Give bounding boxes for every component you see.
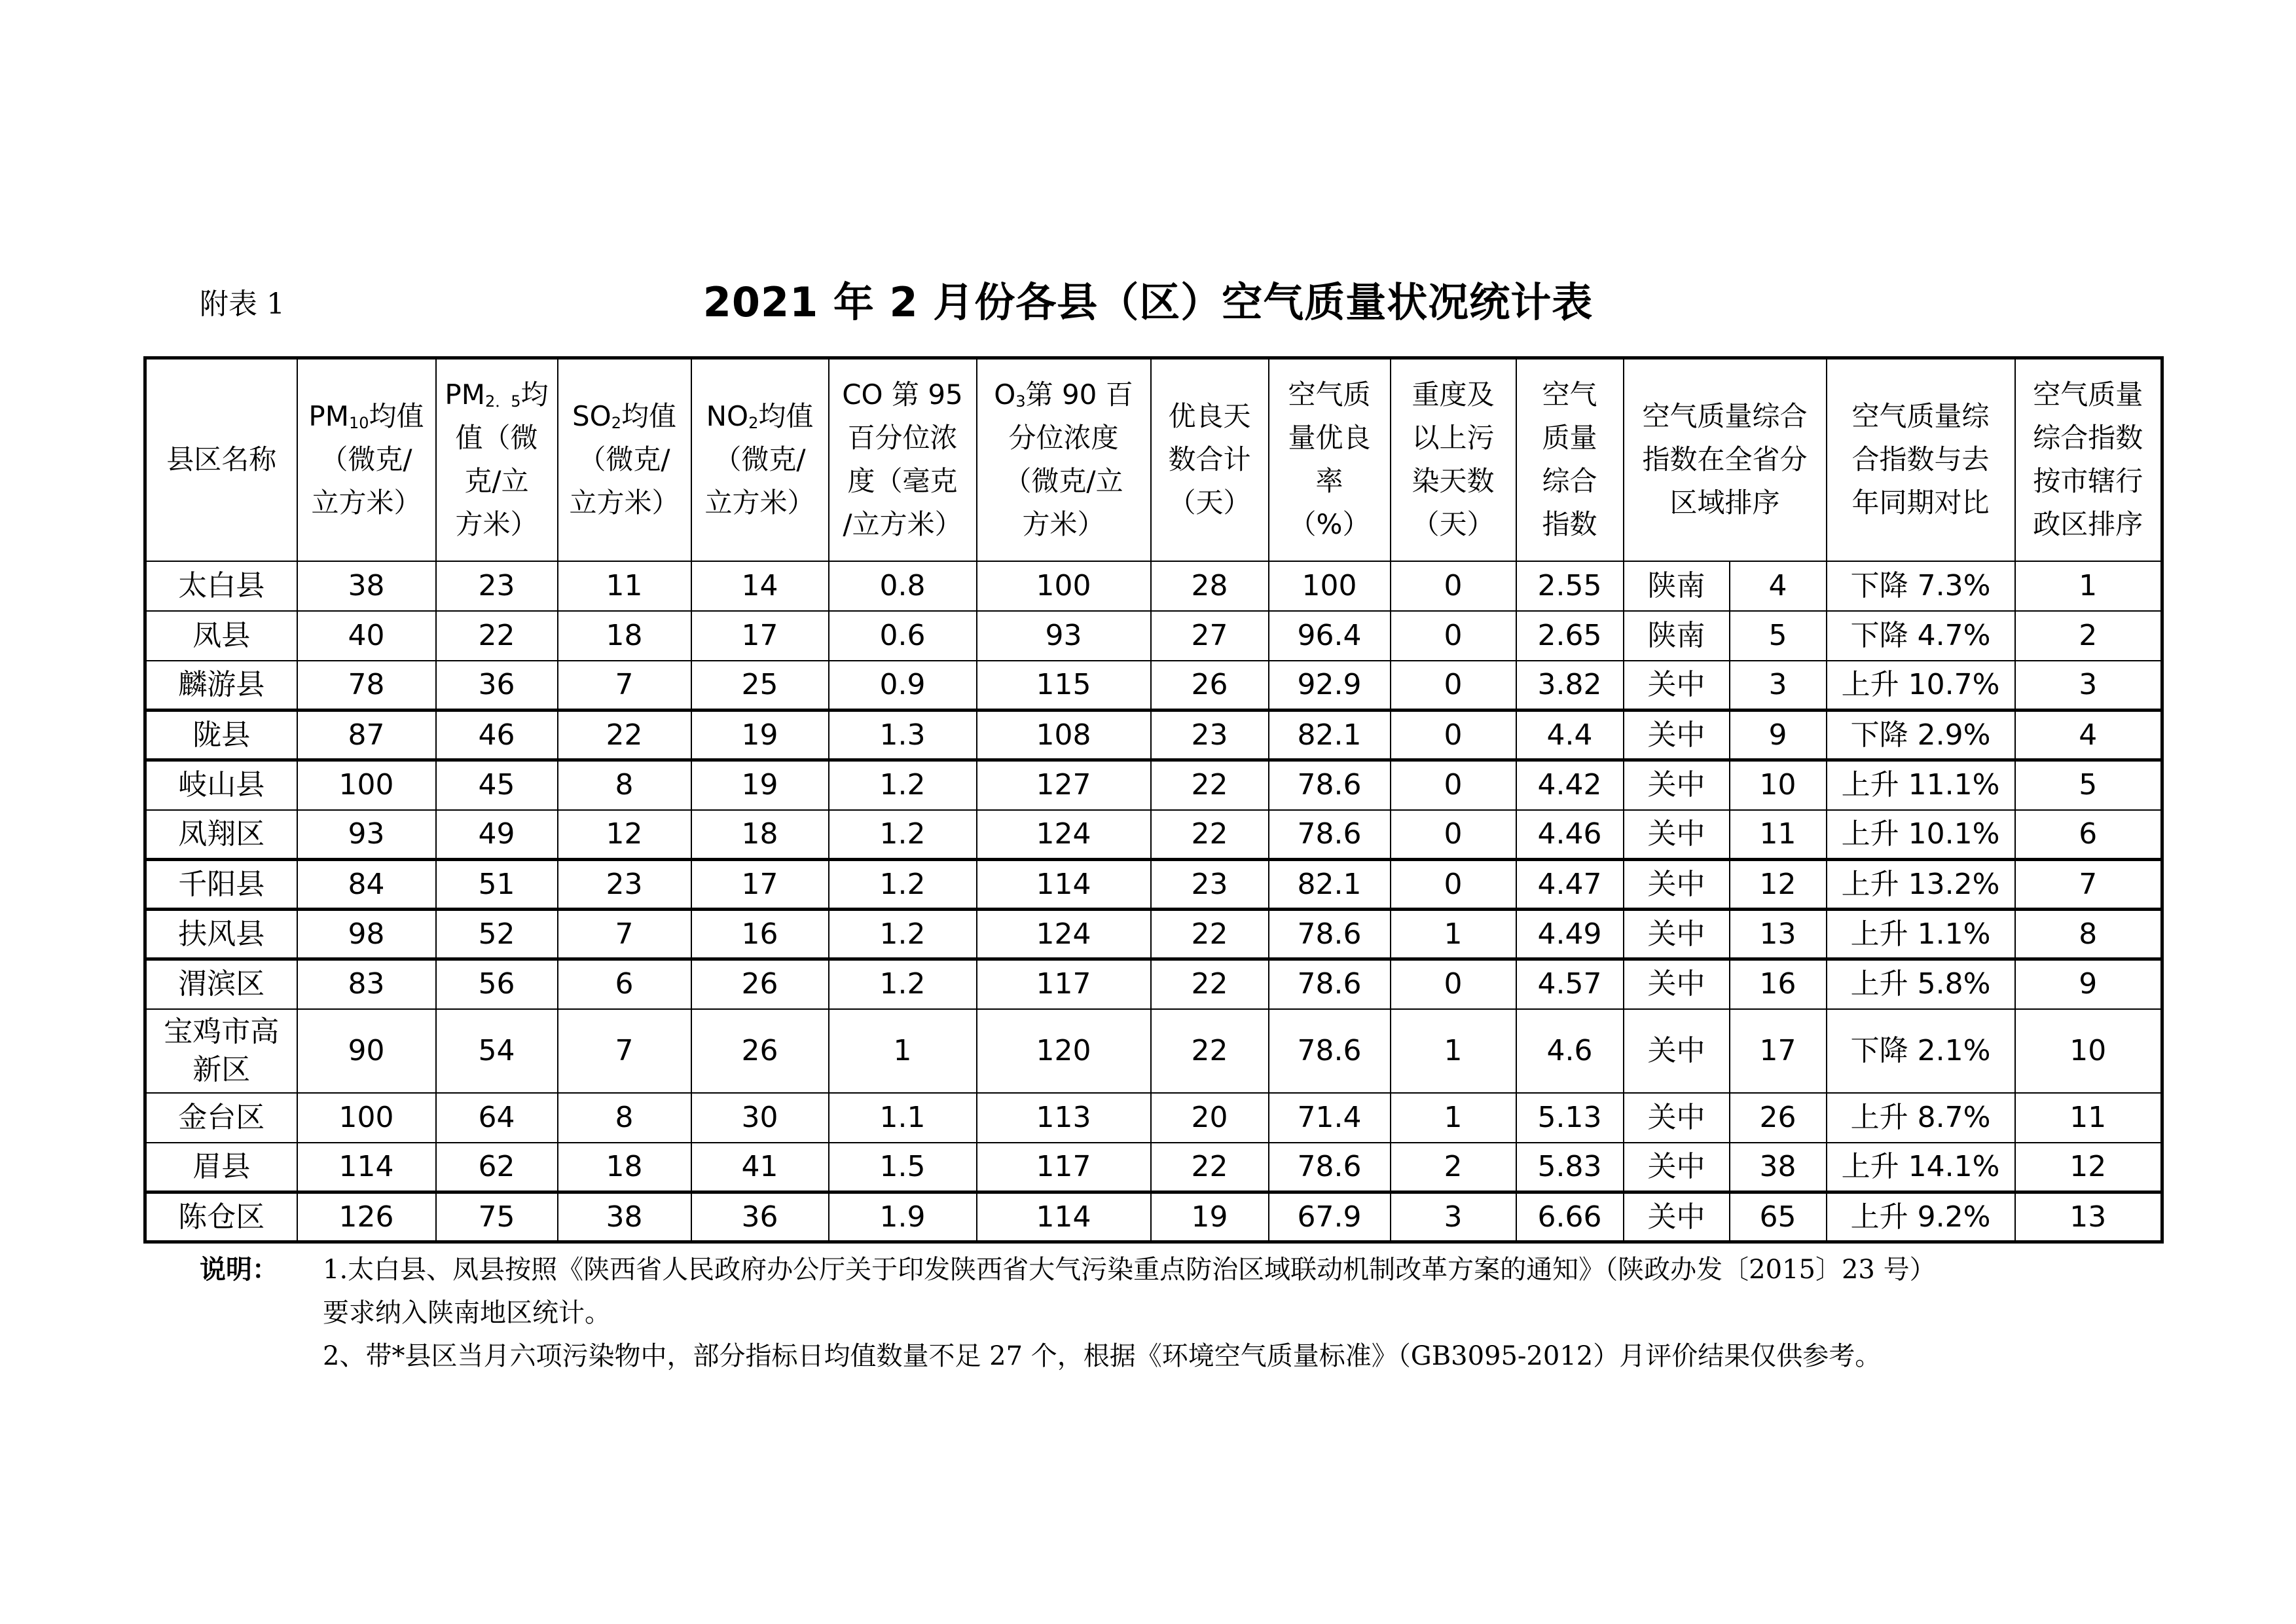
cell-city-rank: 3 — [2015, 661, 2162, 710]
cell-region: 关中 — [1624, 860, 1730, 910]
cell-no2: 14 — [691, 561, 829, 611]
cell-heavy-days: 0 — [1391, 760, 1516, 810]
cell-province-rank: 65 — [1730, 1192, 1827, 1242]
cell-pm25: 52 — [436, 910, 558, 959]
cell-city-rank: 10 — [2015, 1009, 2162, 1093]
cell-good-rate: 67.9 — [1269, 1192, 1391, 1242]
col-no2: $NO_2$均值 （微克/ 立方米） — [691, 358, 829, 561]
table-row — [145, 661, 2162, 710]
cell-city-rank: 9 — [2015, 959, 2162, 1009]
col-so2: $SO_2$均值 （微克/ 立方米） — [558, 358, 691, 561]
cell-good-days: 20 — [1151, 1093, 1269, 1143]
cell-no2: 41 — [691, 1143, 829, 1192]
cell-region: 陕南 — [1624, 611, 1730, 661]
col-good-rate: 空气质 量优良 率 （%） — [1269, 358, 1391, 561]
cell-province-rank: 9 — [1730, 710, 1827, 760]
cell-pm10: 114 — [297, 1143, 436, 1192]
cell-yoy: 上升 8.7% — [1827, 1093, 2015, 1143]
cell-so2: 7 — [558, 1009, 691, 1093]
cell-no2: 16 — [691, 910, 829, 959]
cell-so2: 8 — [558, 1093, 691, 1143]
cell-heavy-days: 0 — [1391, 710, 1516, 760]
cell-name: 扶风县 — [145, 910, 297, 959]
cell-province-rank: 26 — [1730, 1093, 1827, 1143]
cell-index: 2.55 — [1516, 561, 1624, 611]
col-index: 空气 质量 综合 指数 — [1516, 358, 1624, 561]
cell-region: 关中 — [1624, 1009, 1730, 1093]
cell-name: 宝鸡市高 新区 — [145, 1009, 297, 1093]
table-row — [145, 611, 2162, 661]
cell-yoy: 下降 7.3% — [1827, 561, 2015, 611]
cell-o3: 117 — [977, 959, 1151, 1009]
cell-o3: 93 — [977, 611, 1151, 661]
cell-so2: 18 — [558, 1143, 691, 1192]
cell-heavy-days: 1 — [1391, 910, 1516, 959]
cell-name: 千阳县 — [145, 860, 297, 910]
cell-pm10: 84 — [297, 860, 436, 910]
cell-o3: 117 — [977, 1143, 1151, 1192]
col-good-days: 优良天 数合计 （天） — [1151, 358, 1269, 561]
note-2: 2、带*县区当月六项污染物中，部分指标日均值数量不足 27 个，根据《环境空气质量标准》（GB3095-2012）月评价结果仅供参考。 — [323, 1341, 1882, 1371]
table-row — [145, 1009, 2162, 1093]
cell-good-rate: 82.1 — [1269, 710, 1391, 760]
cell-so2: 12 — [558, 810, 691, 860]
cell-co: 0.9 — [829, 661, 977, 710]
cell-pm25: 62 — [436, 1143, 558, 1192]
cell-o3: 124 — [977, 810, 1151, 860]
cell-index: 5.83 — [1516, 1143, 1624, 1192]
cell-province-rank: 4 — [1730, 561, 1827, 611]
cell-city-rank: 12 — [2015, 1143, 2162, 1192]
cell-co: 1.5 — [829, 1143, 977, 1192]
cell-heavy-days: 1 — [1391, 1093, 1516, 1143]
cell-pm10: 78 — [297, 661, 436, 710]
header-row — [145, 358, 2162, 561]
cell-pm25: 54 — [436, 1009, 558, 1093]
cell-so2: 7 — [558, 661, 691, 710]
cell-city-rank: 13 — [2015, 1192, 2162, 1242]
cell-yoy: 上升 5.8% — [1827, 959, 2015, 1009]
cell-good-rate: 78.6 — [1269, 910, 1391, 959]
cell-yoy: 下降 2.1% — [1827, 1009, 2015, 1093]
cell-pm25: 22 — [436, 611, 558, 661]
table-row — [145, 860, 2162, 910]
cell-co: 1.2 — [829, 959, 977, 1009]
cell-pm25: 49 — [436, 810, 558, 860]
cell-pm10: 40 — [297, 611, 436, 661]
cell-good-rate: 78.6 — [1269, 959, 1391, 1009]
cell-good-days: 22 — [1151, 959, 1269, 1009]
cell-o3: 108 — [977, 710, 1151, 760]
cell-pm10: 90 — [297, 1009, 436, 1093]
cell-co: 1.1 — [829, 1093, 977, 1143]
cell-no2: 19 — [691, 710, 829, 760]
cell-good-rate: 78.6 — [1269, 810, 1391, 860]
cell-name: 凤县 — [145, 611, 297, 661]
cell-heavy-days: 0 — [1391, 860, 1516, 910]
cell-no2: 19 — [691, 760, 829, 810]
cell-good-days: 22 — [1151, 760, 1269, 810]
cell-index: 4.4 — [1516, 710, 1624, 760]
cell-good-days: 22 — [1151, 1143, 1269, 1192]
cell-region: 关中 — [1624, 1143, 1730, 1192]
cell-no2: 26 — [691, 1009, 829, 1093]
cell-so2: 23 — [558, 860, 691, 910]
table-row — [145, 1143, 2162, 1192]
cell-good-rate: 78.6 — [1269, 760, 1391, 810]
cell-city-rank: 1 — [2015, 561, 2162, 611]
cell-heavy-days: 3 — [1391, 1192, 1516, 1242]
cell-pm25: 23 — [436, 561, 558, 611]
cell-pm10: 93 — [297, 810, 436, 860]
cell-pm25: 51 — [436, 860, 558, 910]
col-heavy-days: 重度及 以上污 染天数 （天） — [1391, 358, 1516, 561]
notes-label: 说明： — [200, 1254, 278, 1285]
table-row — [145, 1093, 2162, 1143]
cell-name: 金台区 — [145, 1093, 297, 1143]
cell-no2: 25 — [691, 661, 829, 710]
cell-pm25: 36 — [436, 661, 558, 710]
col-yoy: 空气质量综 合指数与去 年同期对比 — [1827, 358, 2015, 561]
cell-pm10: 98 — [297, 910, 436, 959]
note-1 — [200, 1248, 2151, 1291]
cell-region: 陕南 — [1624, 561, 1730, 611]
cell-pm10: 87 — [297, 710, 436, 760]
cell-yoy: 上升 10.1% — [1827, 810, 2015, 860]
appendix-label: 附表 1 — [200, 287, 285, 321]
col-pm10: $PM_{10}$均值 （微克/ 立方米） — [297, 358, 436, 561]
cell-region: 关中 — [1624, 710, 1730, 760]
cell-co: 1.9 — [829, 1192, 977, 1242]
cell-o3: 127 — [977, 760, 1151, 810]
cell-pm10: 38 — [297, 561, 436, 611]
cell-index: 6.66 — [1516, 1192, 1624, 1242]
cell-region: 关中 — [1624, 959, 1730, 1009]
table-row — [145, 710, 2162, 760]
cell-good-days: 22 — [1151, 810, 1269, 860]
cell-good-rate: 100 — [1269, 561, 1391, 611]
cell-co: 1.2 — [829, 860, 977, 910]
cell-province-rank: 12 — [1730, 860, 1827, 910]
cell-index: 4.46 — [1516, 810, 1624, 860]
cell-name: 岐山县 — [145, 760, 297, 810]
cell-name: 陇县 — [145, 710, 297, 760]
col-city-rank: 空气质量 综合指数 按市辖行 政区排序 — [2015, 358, 2162, 561]
cell-o3: 100 — [977, 561, 1151, 611]
cell-pm25: 64 — [436, 1093, 558, 1143]
table-row — [145, 910, 2162, 959]
cell-heavy-days: 0 — [1391, 561, 1516, 611]
cell-so2: 18 — [558, 611, 691, 661]
cell-o3: 113 — [977, 1093, 1151, 1143]
note-1-continued: 要求纳入陕南地区统计。 — [323, 1298, 611, 1328]
cell-city-rank: 6 — [2015, 810, 2162, 860]
cell-no2: 26 — [691, 959, 829, 1009]
cell-good-days: 26 — [1151, 661, 1269, 710]
cell-good-days: 27 — [1151, 611, 1269, 661]
cell-name: 凤翔区 — [145, 810, 297, 860]
cell-pm10: 126 — [297, 1192, 436, 1242]
col-name: 县区名称 — [145, 358, 297, 561]
cell-good-rate: 92.9 — [1269, 661, 1391, 710]
col-co: CO 第 95 百分位浓 度（毫克 /立方米） — [829, 358, 977, 561]
cell-o3: 114 — [977, 860, 1151, 910]
cell-heavy-days: 0 — [1391, 810, 1516, 860]
cell-co: 1 — [829, 1009, 977, 1093]
cell-region: 关中 — [1624, 1093, 1730, 1143]
table-row — [145, 810, 2162, 860]
cell-so2: 8 — [558, 760, 691, 810]
cell-index: 4.6 — [1516, 1009, 1624, 1093]
table-row — [145, 1192, 2162, 1242]
col-pm25: $PM_{2.5}$均 值（微 克/立 方米） — [436, 358, 558, 561]
cell-good-days: 19 — [1151, 1192, 1269, 1242]
cell-index: 4.49 — [1516, 910, 1624, 959]
cell-good-days: 22 — [1151, 910, 1269, 959]
cell-pm25: 75 — [436, 1192, 558, 1242]
cell-good-days: 23 — [1151, 860, 1269, 910]
cell-city-rank: 11 — [2015, 1093, 2162, 1143]
cell-index: 2.65 — [1516, 611, 1624, 661]
cell-heavy-days: 0 — [1391, 661, 1516, 710]
cell-heavy-days: 1 — [1391, 1009, 1516, 1093]
notes — [200, 1248, 2151, 1378]
cell-province-rank: 16 — [1730, 959, 1827, 1009]
cell-city-rank: 5 — [2015, 760, 2162, 810]
cell-yoy: 上升 11.1% — [1827, 760, 2015, 810]
cell-index: 5.13 — [1516, 1093, 1624, 1143]
col-o3: $O_3$第 90 百 分位浓度 （微克/立 方米） — [977, 358, 1151, 561]
table-row — [145, 760, 2162, 810]
cell-yoy: 上升 1.1% — [1827, 910, 2015, 959]
cell-city-rank: 2 — [2015, 611, 2162, 661]
cell-yoy: 下降 2.9% — [1827, 710, 2015, 760]
cell-co: 1.2 — [829, 910, 977, 959]
cell-co: 1.2 — [829, 810, 977, 860]
cell-province-rank: 17 — [1730, 1009, 1827, 1093]
cell-yoy: 上升 14.1% — [1827, 1143, 2015, 1192]
cell-co: 1.3 — [829, 710, 977, 760]
cell-name: 陈仓区 — [145, 1192, 297, 1242]
cell-heavy-days: 2 — [1391, 1143, 1516, 1192]
cell-pm10: 100 — [297, 1093, 436, 1143]
cell-no2: 17 — [691, 611, 829, 661]
cell-pm10: 100 — [297, 760, 436, 810]
cell-city-rank: 8 — [2015, 910, 2162, 959]
cell-so2: 11 — [558, 561, 691, 611]
cell-region: 关中 — [1624, 661, 1730, 710]
cell-name: 渭滨区 — [145, 959, 297, 1009]
cell-index: 4.42 — [1516, 760, 1624, 810]
cell-yoy: 上升 9.2% — [1827, 1192, 2015, 1242]
cell-name: 太白县 — [145, 561, 297, 611]
cell-heavy-days: 0 — [1391, 959, 1516, 1009]
cell-yoy: 下降 4.7% — [1827, 611, 2015, 661]
cell-province-rank: 10 — [1730, 760, 1827, 810]
cell-region: 关中 — [1624, 1192, 1730, 1242]
cell-name: 麟游县 — [145, 661, 297, 710]
cell-pm25: 45 — [436, 760, 558, 810]
cell-good-days: 22 — [1151, 1009, 1269, 1093]
cell-good-rate: 78.6 — [1269, 1009, 1391, 1093]
cell-pm25: 56 — [436, 959, 558, 1009]
cell-no2: 17 — [691, 860, 829, 910]
table-row — [145, 561, 2162, 611]
air-quality-table — [143, 356, 2164, 1244]
note-1-text: 1.太白县、凤县按照《陕西省人民政府办公厅关于印发陕西省大气污染重点防治区域联动机制改革方案的通知》（陕政办发〔2015〕23 号） — [323, 1255, 1936, 1285]
cell-heavy-days: 0 — [1391, 611, 1516, 661]
table-row — [145, 959, 2162, 1009]
page-title: 2021 年 2 月份各县（区）空气质量状况统计表 — [702, 278, 1594, 326]
cell-province-rank: 3 — [1730, 661, 1827, 710]
col-province-rank: 空气质量综合 指数在全省分 区域排序 — [1624, 358, 1827, 561]
cell-no2: 30 — [691, 1093, 829, 1143]
cell-yoy: 上升 10.7% — [1827, 661, 2015, 710]
cell-name: 眉县 — [145, 1143, 297, 1192]
cell-so2: 7 — [558, 910, 691, 959]
cell-region: 关中 — [1624, 910, 1730, 959]
cell-province-rank: 38 — [1730, 1143, 1827, 1192]
cell-no2: 36 — [691, 1192, 829, 1242]
cell-no2: 18 — [691, 810, 829, 860]
cell-so2: 22 — [558, 710, 691, 760]
cell-good-rate: 96.4 — [1269, 611, 1391, 661]
cell-pm25: 46 — [436, 710, 558, 760]
cell-city-rank: 7 — [2015, 860, 2162, 910]
cell-co: 1.2 — [829, 760, 977, 810]
cell-so2: 6 — [558, 959, 691, 1009]
cell-province-rank: 13 — [1730, 910, 1827, 959]
cell-so2: 38 — [558, 1192, 691, 1242]
cell-good-days: 23 — [1151, 710, 1269, 760]
cell-index: 3.82 — [1516, 661, 1624, 710]
cell-index: 4.47 — [1516, 860, 1624, 910]
cell-o3: 124 — [977, 910, 1151, 959]
cell-index: 4.57 — [1516, 959, 1624, 1009]
cell-good-rate: 78.6 — [1269, 1143, 1391, 1192]
cell-co: 0.8 — [829, 561, 977, 611]
cell-co: 0.6 — [829, 611, 977, 661]
cell-good-rate: 82.1 — [1269, 860, 1391, 910]
cell-province-rank: 5 — [1730, 611, 1827, 661]
cell-province-rank: 11 — [1730, 810, 1827, 860]
cell-good-days: 28 — [1151, 561, 1269, 611]
cell-o3: 120 — [977, 1009, 1151, 1093]
cell-good-rate: 71.4 — [1269, 1093, 1391, 1143]
cell-region: 关中 — [1624, 810, 1730, 860]
cell-o3: 114 — [977, 1192, 1151, 1242]
cell-region: 关中 — [1624, 760, 1730, 810]
cell-city-rank: 4 — [2015, 710, 2162, 760]
cell-o3: 115 — [977, 661, 1151, 710]
cell-yoy: 上升 13.2% — [1827, 860, 2015, 910]
cell-pm10: 83 — [297, 959, 436, 1009]
